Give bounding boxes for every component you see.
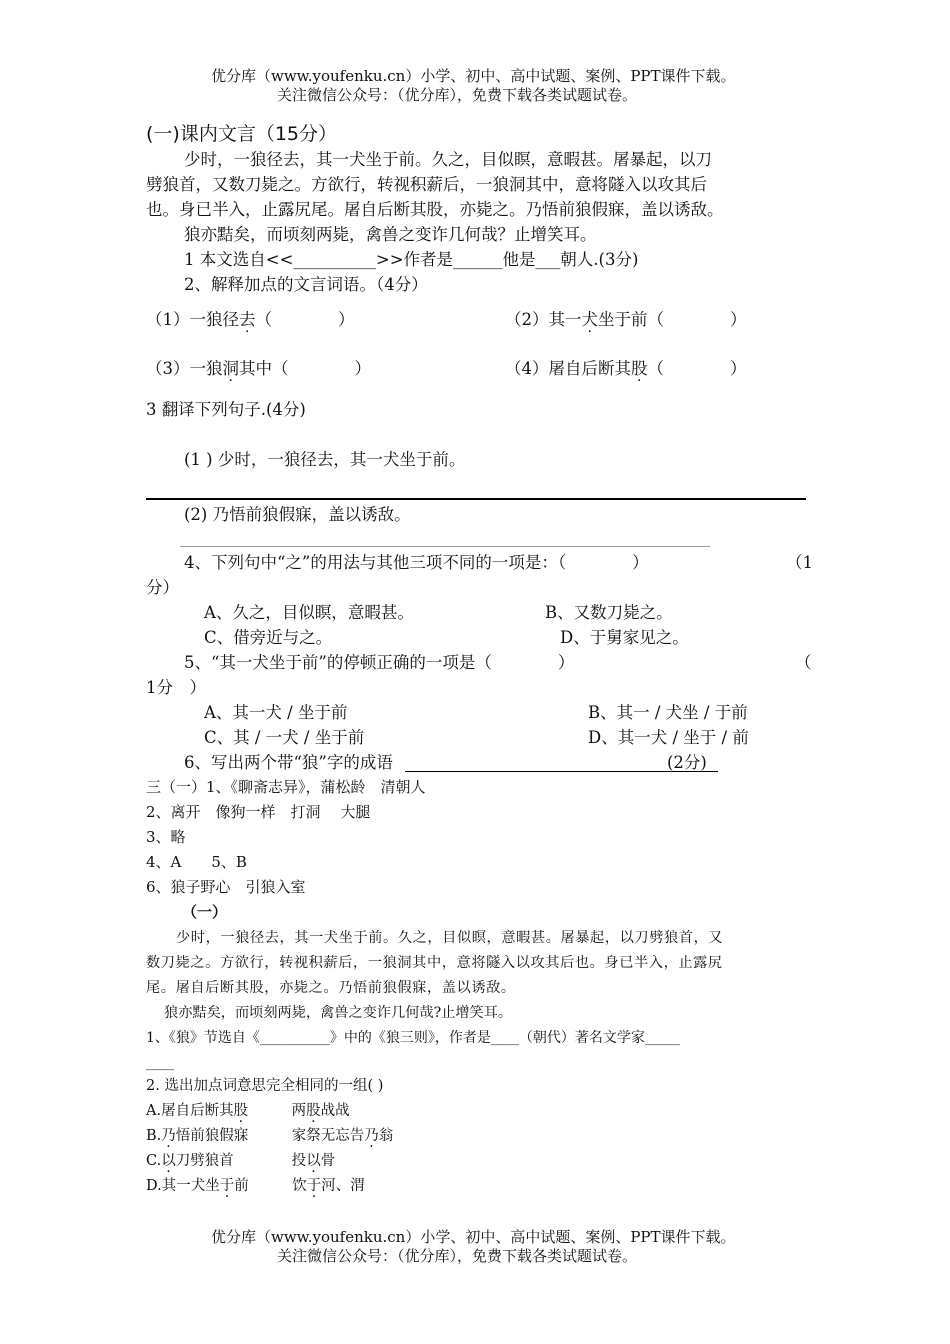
answer-key-line: 三（一）1、《聊斋志异》，蒲松龄 清朝人 bbox=[146, 778, 426, 796]
section1-title: (一)课内文言（15分） bbox=[146, 123, 338, 145]
question-1-continued: ____ bbox=[146, 1055, 174, 1071]
option-b: B.乃悟前狼假寐 家祭无忘告乃翁 bbox=[146, 1128, 394, 1144]
option-d: D、于舅家见之。 bbox=[560, 628, 689, 647]
vocab-item-2: （2）其一犬坐于前（ ） bbox=[505, 310, 747, 329]
option-b: B、又数刀毙之。 bbox=[545, 603, 673, 622]
option-d: D、其一犬 / 坐于 / 前 bbox=[588, 728, 749, 747]
option-c: C、其 / 一犬 / 坐于前 bbox=[204, 728, 365, 747]
question-6-score: (2分) bbox=[667, 753, 707, 772]
passage-line: 数刀毙之。方欲行，转视积薪后，一狼洞其中，意将隧入以攻其后也。身已半入，止露尻 bbox=[146, 955, 723, 971]
answer-key-line: 4、A 5、B bbox=[146, 853, 247, 871]
question-6: 6、写出两个带“狼”字的成语 bbox=[184, 753, 393, 772]
option-c: C、借旁近与之。 bbox=[204, 628, 333, 647]
question-5-score: （ bbox=[795, 653, 812, 672]
question-4-score: 分） bbox=[146, 578, 179, 597]
passage-line: 也。身已半入，止露尻尾。屠自后断其股，亦毙之。乃悟前狼假寐，盖以诱敌。 bbox=[146, 200, 724, 219]
question-3: 3 翻译下列句子.(4分) bbox=[146, 400, 306, 419]
option-a: A、久之，目似瞑，意暇甚。 bbox=[204, 603, 414, 622]
answer-key-line: 2、离开 像狗一样 打洞 大腿 bbox=[146, 803, 371, 821]
translate-item-2: (2) 乃悟前狼假寐，盖以诱敌。 bbox=[184, 505, 411, 524]
option-c: C.以刀劈狼首 投以骨 bbox=[146, 1153, 336, 1169]
passage-line: 狼亦黠矣，而顷刻两毙，禽兽之变诈几何哉？止增笑耳。 bbox=[184, 225, 597, 244]
option-a: A.屠自后断其股 两股战战 bbox=[146, 1103, 350, 1119]
question-1: 1 本文选自<<__________>>作者是______他是___朝人.(3分) bbox=[184, 250, 639, 269]
answer-key-line: 6、狼子野心 引狼入室 bbox=[146, 878, 306, 896]
footer-line-1: 优分库（www.youfenku.cn）小学、初中、高中试题、案例、PPT课件下载。 bbox=[211, 1228, 736, 1246]
passage-line: 少时，一狼径去，其一犬坐于前。久之，目似瞑，意暇甚。屠暴起，以刀劈狼首，又 bbox=[176, 930, 724, 946]
vocab-item-1: （1）一狼径去（ ） bbox=[146, 310, 355, 329]
question-4: 4、下列句中“之”的用法与其他三项不同的一项是：（ ） bbox=[184, 553, 649, 572]
passage-line: 劈狼首，又数刀毙之。方欲行，转视积薪后，一狼洞其中，意将隧入以攻其后 bbox=[146, 175, 707, 194]
answer-key-line: 3、略 bbox=[146, 828, 186, 846]
footer-line-2: 关注微信公众号：（优分库），免费下载各类试题试卷。 bbox=[277, 1247, 638, 1265]
question-2: 2、解释加点的文言词语。（4分） bbox=[184, 275, 428, 294]
question-5: 5、“其一犬坐于前”的停顿正确的一项是（ ） bbox=[184, 653, 575, 672]
question-5-score: 1分 ） bbox=[146, 678, 206, 697]
option-b: B、其一 / 犬坐 / 于前 bbox=[588, 703, 748, 722]
answer-line bbox=[146, 498, 806, 500]
passage-line: 狼亦黠矣，而顷刻两毙，禽兽之变诈几何哉?止增笑耳。 bbox=[164, 1005, 513, 1021]
vocab-item-4: （4）屠自后断其股（ ） bbox=[505, 359, 747, 378]
passage-line: 尾。屠自后断其股，亦毙之。乃悟前狼假寐，盖以诱敌。 bbox=[146, 980, 516, 996]
option-d: D.其一犬坐于前 饮于河、渭 bbox=[146, 1178, 365, 1194]
question-4-score: （1 bbox=[786, 553, 813, 572]
header-line-2: 关注微信公众号：（优分库），免费下载各类试题试卷。 bbox=[277, 86, 638, 104]
question-1: 1、《狼》节选自《__________》中的《狼三则》，作者是____（朝代）著名文学家_____ bbox=[146, 1030, 680, 1046]
passage-line: 少时，一狼径去，其一犬坐于前。久之，目似瞑，意暇甚。屠暴起，以刀 bbox=[184, 150, 712, 169]
section2-title: （一） bbox=[182, 903, 228, 921]
answer-line bbox=[180, 546, 710, 547]
vocab-item-3: （3）一狼洞其中（ ） bbox=[146, 359, 371, 378]
question-2: 2. 选出加点词意思完全相同的一组( ) bbox=[146, 1078, 384, 1094]
translate-item-1: (1 ) 少时，一狼径去，其一犬坐于前。 bbox=[184, 450, 466, 469]
header-line-1: 优分库（www.youfenku.cn）小学、初中、高中试题、案例、PPT课件下载。 bbox=[211, 67, 736, 85]
option-a: A、其一犬 / 坐于前 bbox=[204, 703, 348, 722]
